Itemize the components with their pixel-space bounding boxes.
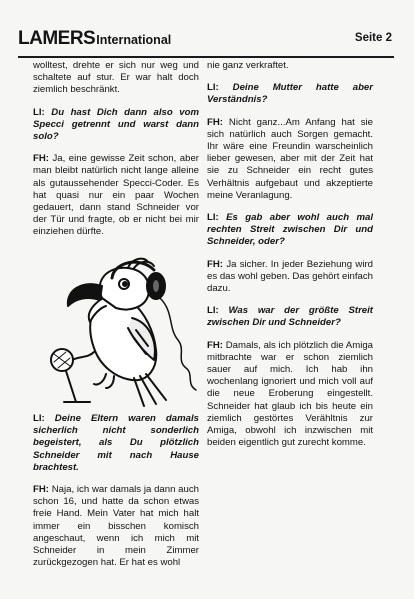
interview-answer bbox=[207, 117, 373, 202]
speaker-label: FH: bbox=[33, 153, 49, 165]
paragraph-text: Ja, eine gewisse Zeit schon, aber man bleibt natürlich nicht lange alleine als gutaussehender Specci-Coder. Es hat quasi nur ein paar Wochen gedauert, dann stand Schneider vor der Tür und fragte, ob er nicht bei mir einziehen dürfte. bbox=[33, 153, 199, 238]
logo-text: LAMERS bbox=[18, 28, 96, 49]
paragraph-text: Es gab aber wohl auch mal rechten Streit zwischen Dir und Schneider, oder? bbox=[207, 212, 373, 248]
speaker-label: LI: bbox=[207, 305, 219, 317]
paragraph-text: Damals, als ich plötzlich die Amiga mitbrachte war er schon ziemlich sauer auf mich. Ich hab ihn wochenlang ignoriert und mich voll auf die neue Eroberung eingestellt. Schneider hat glaub ich bis heute ein ziemlich gestörtes Verähltnis zur Amiga, obwohl ich inzwischen mit beiden eigentlich gut zurecht komme. bbox=[207, 339, 373, 449]
paragraph-text: Ja sicher. In jeder Beziehung wird es das wohl geben. Das gehört einfach dazu. bbox=[207, 258, 374, 295]
speaker-label: LI: bbox=[33, 413, 45, 424]
interview-answer bbox=[207, 340, 373, 450]
speaker-label: LI: bbox=[33, 106, 45, 118]
speaker-label: FH: bbox=[207, 116, 223, 128]
magazine-logo bbox=[18, 26, 171, 53]
speaker-label: FH: bbox=[207, 339, 223, 351]
speaker-label: LI: bbox=[207, 212, 219, 224]
interview-question bbox=[207, 82, 373, 106]
logo-suffix: International bbox=[96, 33, 172, 47]
speaker-label: FH: bbox=[207, 258, 223, 270]
paragraph-text: Deine Eltern waren damals sicherlich nicht sonderlich begeistert, als Du plötzlich Schneider mit nach Hause brachtest. bbox=[33, 413, 199, 473]
page-number: Seite 2 bbox=[354, 32, 392, 44]
page-header bbox=[18, 26, 398, 52]
interview-answer bbox=[207, 259, 373, 296]
right-column bbox=[207, 60, 373, 459]
paragraph-text: Nicht ganz...Am Anfang hat sie sich natürlich auch Sorgen gemacht. Ihr wäre eine Freundin warscheinlich lieber gewesen, aber mit der Zeit hat sie zu Schneider ein recht gutes Verhältnis aufgebaut und akzeptierte meine Veranlagung. bbox=[207, 116, 373, 201]
interview-question bbox=[207, 212, 373, 249]
paragraph-text: wolltest, drehte er sich nur weg und schaltete auf stur. Er war halt doch ziemlich beschränkt. bbox=[33, 60, 199, 96]
header-divider bbox=[18, 56, 394, 58]
interview-question bbox=[33, 107, 199, 144]
interview-answer bbox=[207, 60, 373, 72]
interview-answer bbox=[33, 484, 199, 569]
left-column-lower bbox=[33, 413, 199, 579]
paragraph-text: Du hast Dich dann also vom Specci getrennt und warst dann solo? bbox=[33, 106, 199, 143]
paragraph-text: Naja, ich war damals ja dann auch schon 16, und hatte da schon etwas freie Hand. Mein Vater hat mich halt immer ein bisschen komisch angeschaut, wenn ich mich mit Schneider in mein Zimmer zurückgezogen hat. Er hat es wohl bbox=[33, 484, 199, 569]
speaker-label: LI: bbox=[207, 82, 219, 94]
left-column bbox=[33, 60, 199, 249]
interview-question bbox=[33, 413, 199, 474]
interview-answer bbox=[33, 60, 199, 97]
interview-question bbox=[207, 305, 373, 329]
parrot-with-headphones-and-microphone-icon bbox=[36, 256, 206, 408]
paragraph-text: Was war der größte Streit zwischen Dir und Schneider? bbox=[207, 305, 373, 329]
paragraph-text: Deine Mutter hatte aber Verständnis? bbox=[207, 82, 374, 106]
speaker-label: FH: bbox=[33, 484, 49, 496]
paragraph-text: nie ganz verkraftet. bbox=[207, 60, 289, 71]
interview-answer bbox=[33, 153, 199, 238]
